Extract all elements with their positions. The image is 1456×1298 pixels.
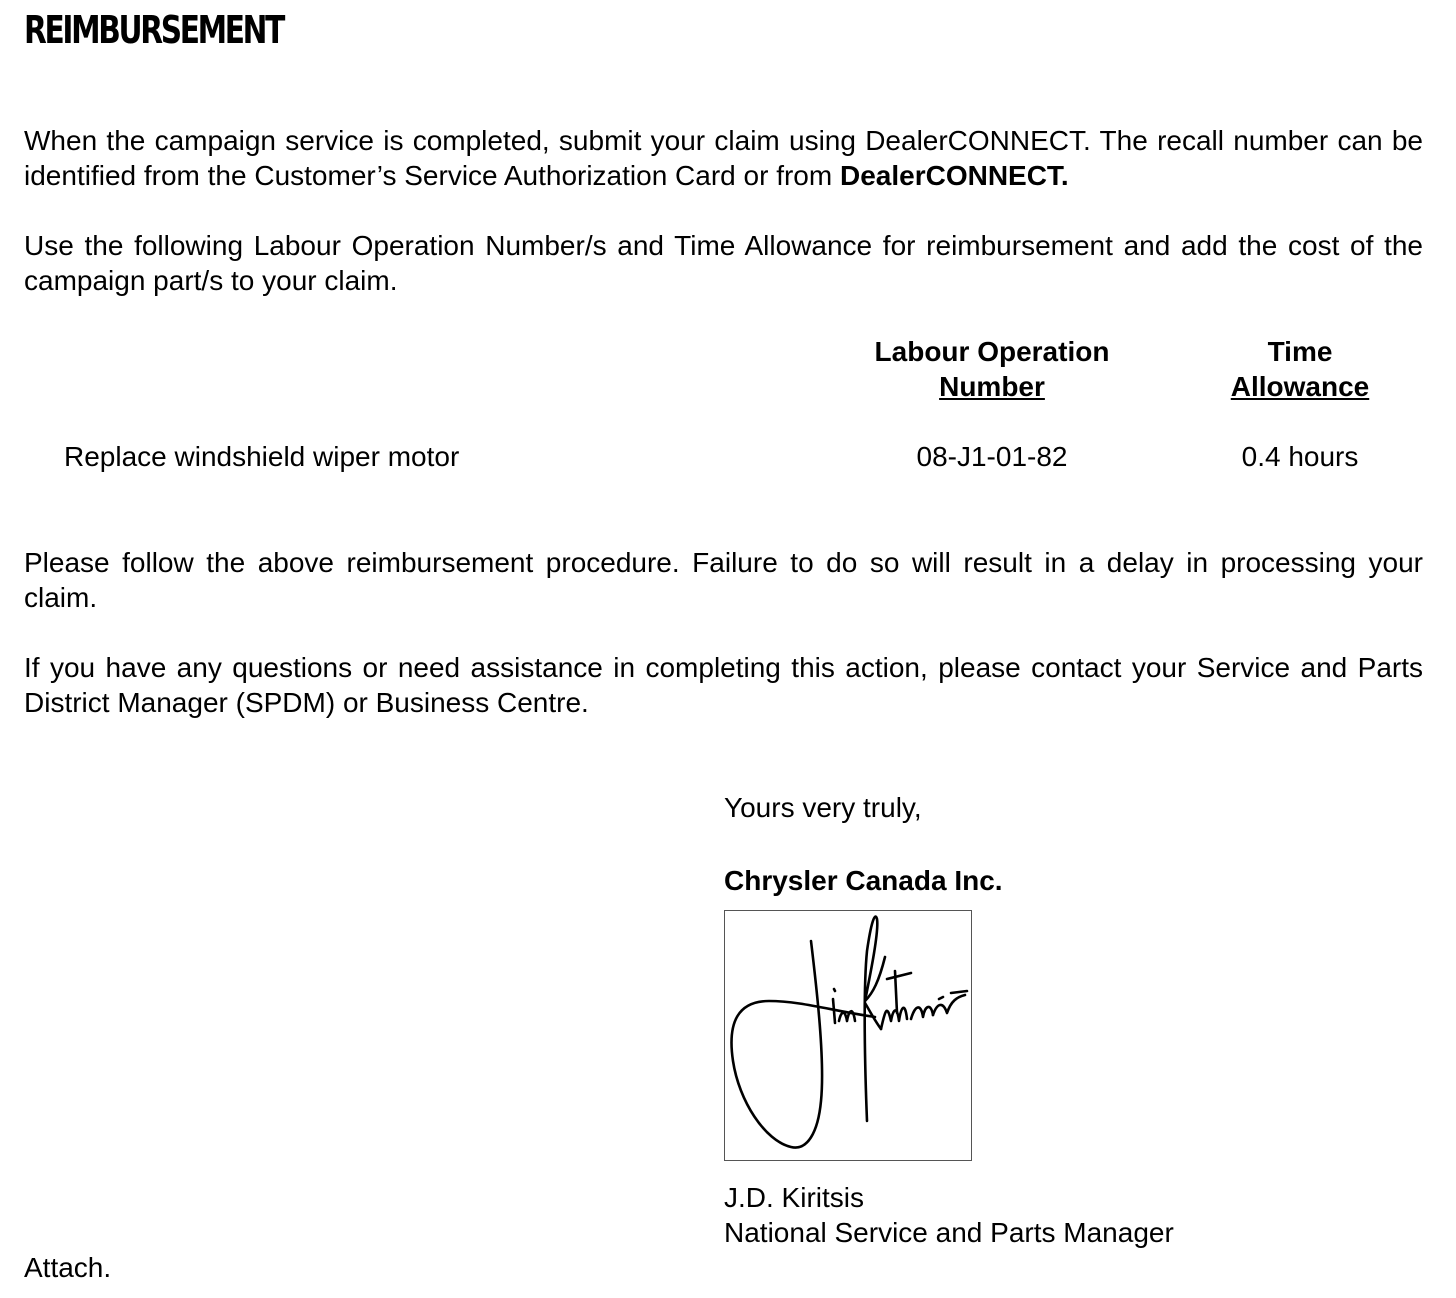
labour-operation-header	[842, 334, 1142, 404]
handwritten-signature	[725, 911, 971, 1160]
closing-salutation: Yours very truly,	[724, 792, 922, 823]
signer-name: J.D. Kiritsis	[724, 1182, 864, 1213]
company-name: Chrysler Canada Inc.	[724, 865, 1003, 896]
time-allowance-header-line1: Time	[1267, 336, 1333, 367]
labour-operation-paragraph: Use the following Labour Operation Number/s and Time Allowance for reimbursement and add the cost of the campaign part/s to your claim.	[24, 230, 1423, 296]
dealerconnect-bold-text: DealerCONNECT.	[839, 160, 1069, 191]
time-allowance-value: 0.4 hours	[1241, 441, 1359, 472]
labour-operation-header-line2: Number	[939, 371, 1045, 402]
claim-instructions-paragraph	[24, 123, 1423, 193]
time-allowance-header	[1180, 334, 1420, 404]
labour-operation-number: 08-J1-01-82	[916, 441, 1068, 472]
procedure-paragraph: Please follow the above reimbursement procedure. Failure to do so will result in a delay in processing your claim.	[24, 547, 1423, 613]
contact-paragraph: If you have any questions or need assistance in completing this action, please contact your Service and Parts District Manager (SPDM) or Business Centre.	[24, 652, 1423, 718]
section-heading: REIMBURSEMENT	[24, 8, 284, 52]
time-allowance-header-line2: Allowance	[1230, 371, 1370, 402]
labour-operation-header-line1: Labour Operation	[874, 336, 1110, 367]
signature-box	[724, 910, 972, 1161]
repair-description: Replace windshield wiper motor	[64, 441, 460, 472]
claim-instructions-text: When the campaign service is completed, submit your claim using DealerCONNECT. The recall number can be identified from the Customer’s Service Authorization Card or from	[24, 125, 1423, 191]
attachment-note: Attach.	[24, 1252, 112, 1283]
signer-title: National Service and Parts Manager	[724, 1217, 1174, 1248]
